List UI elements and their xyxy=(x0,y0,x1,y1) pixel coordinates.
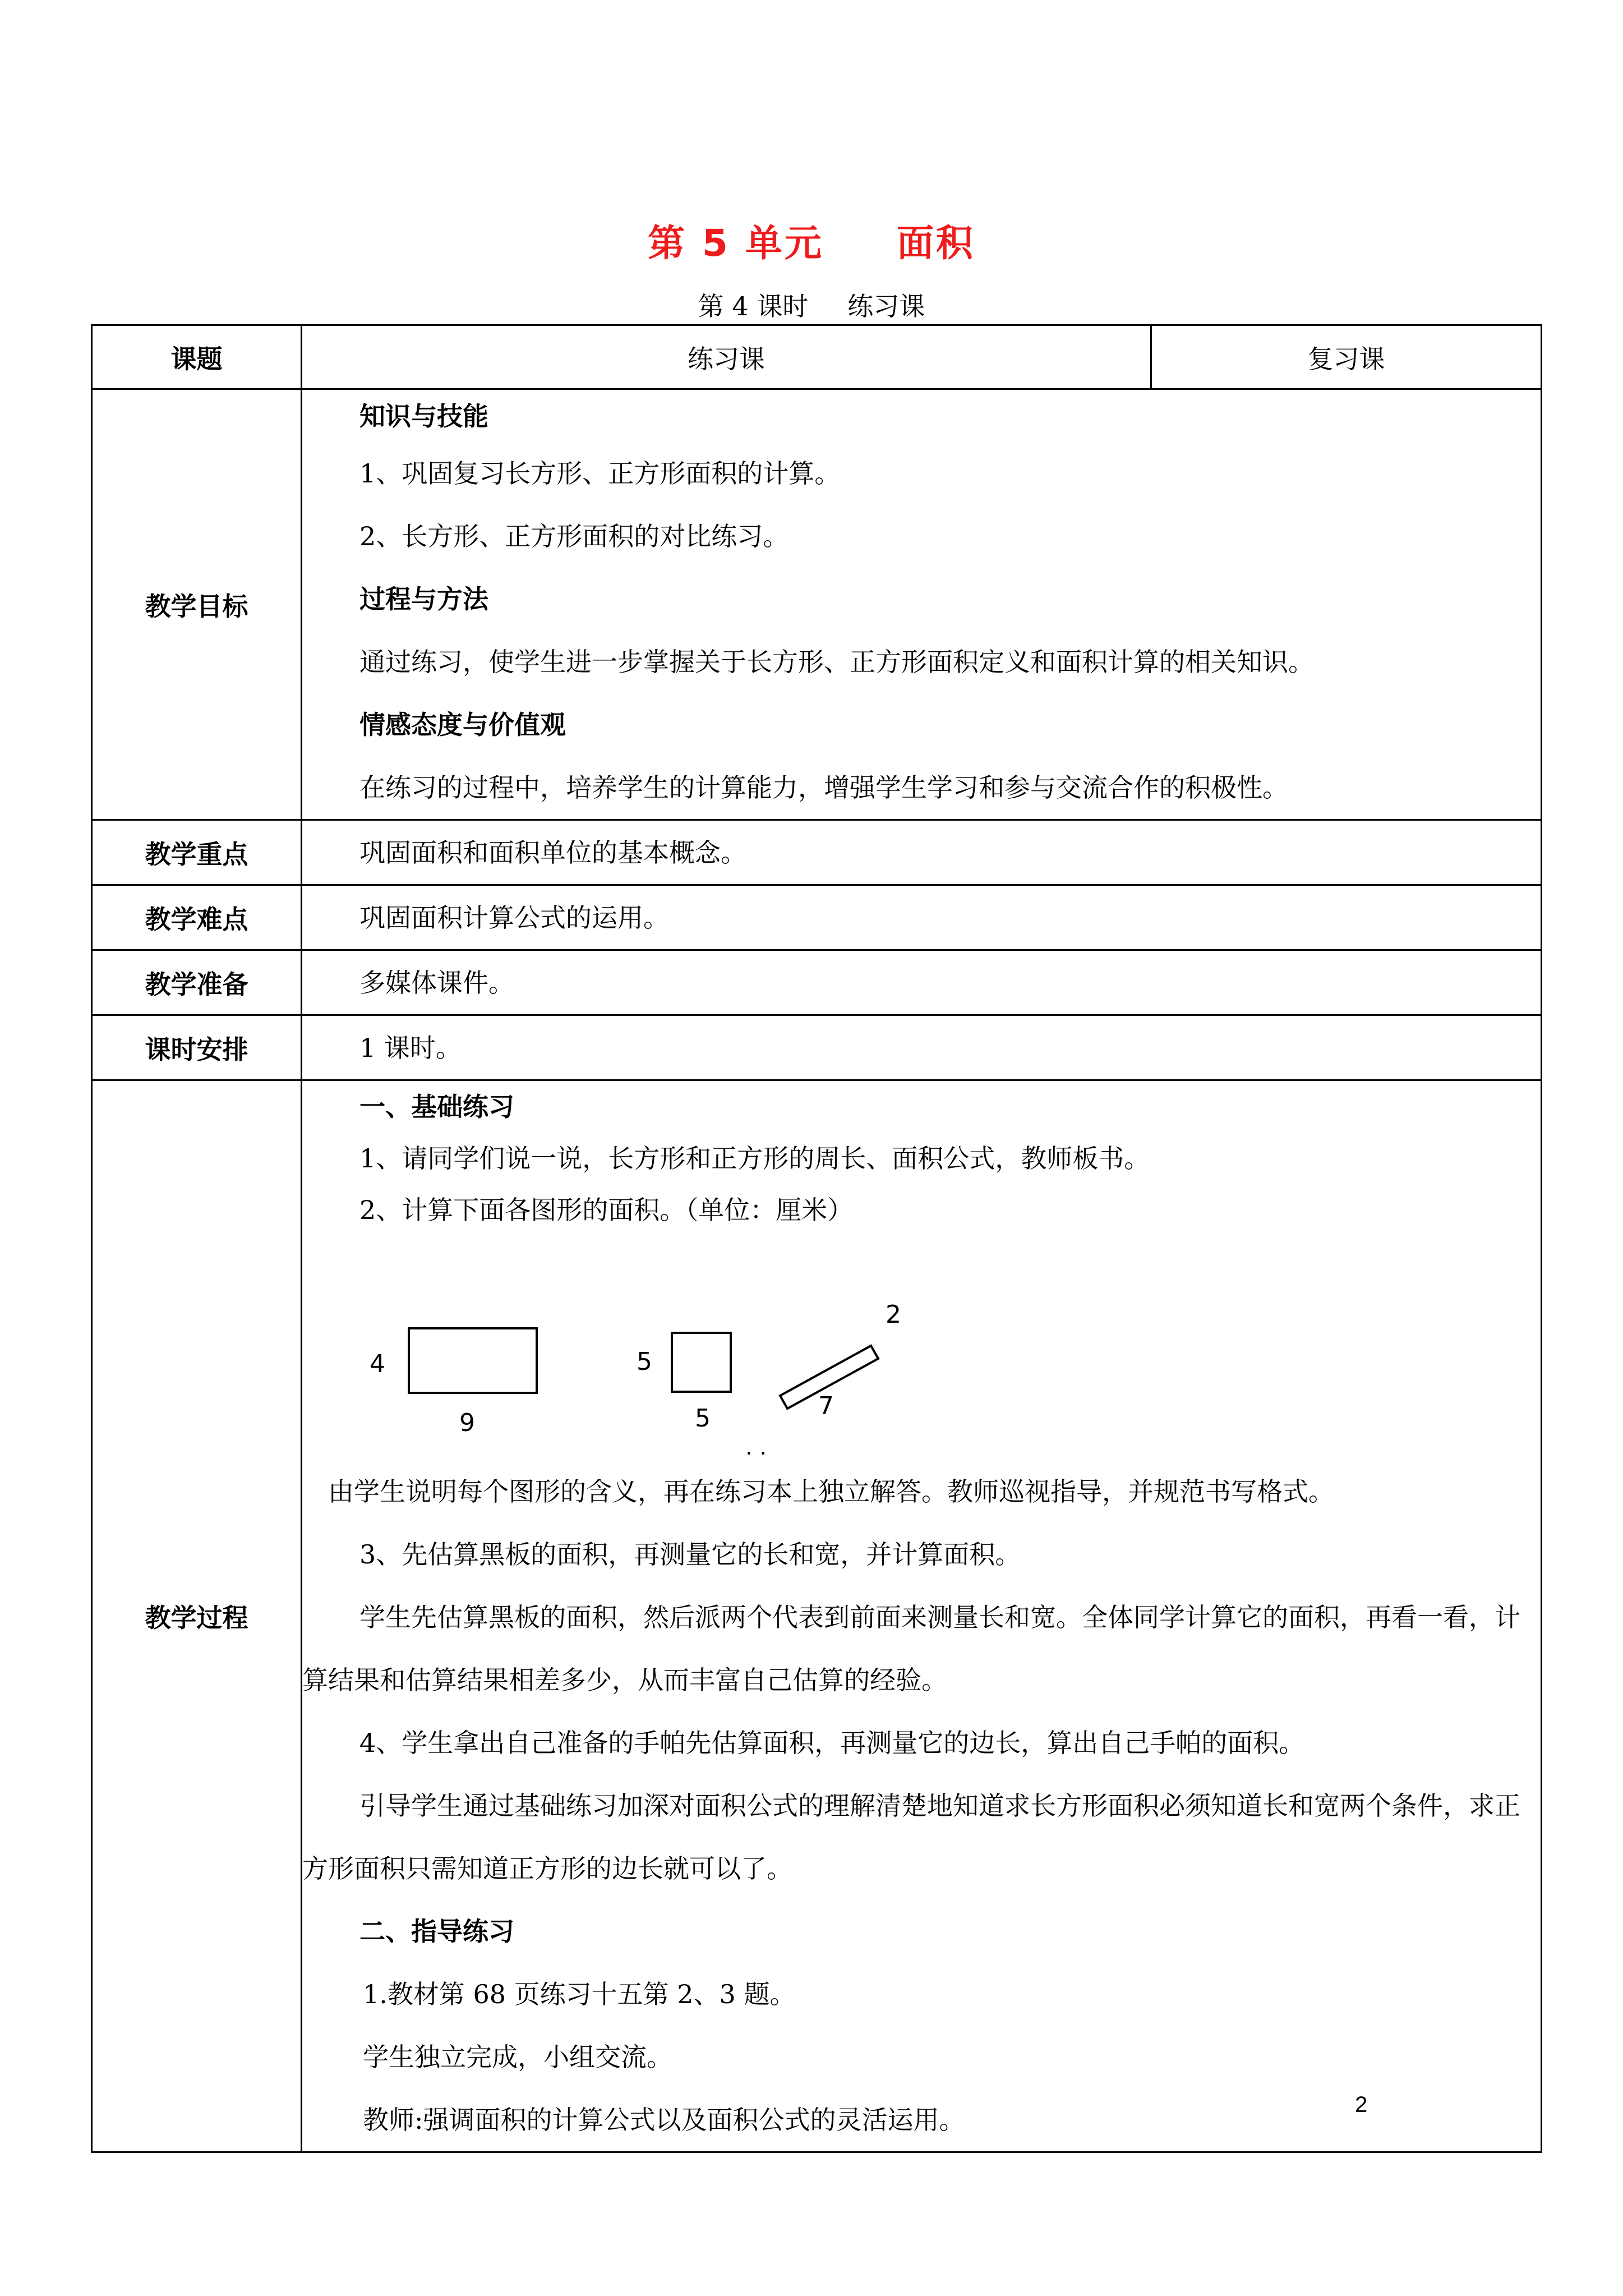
row-goals xyxy=(92,389,1542,820)
square-side-label: 5 xyxy=(637,1347,652,1376)
goals-heading-process: 过程与方法 xyxy=(359,583,488,614)
process-item-1: 1、请同学们说一说，长方形和正方形的周长、面积公式，教师板书。 xyxy=(359,1143,1150,1174)
row-process xyxy=(92,1080,1542,2152)
lesson-subtitle xyxy=(0,286,1623,323)
row-key-points xyxy=(92,820,1542,885)
unit-number: 第 5 单元 xyxy=(648,222,824,265)
rectangle-side-label: 4 xyxy=(370,1350,385,1378)
difficulty-label: 教学难点 xyxy=(92,885,302,950)
hours-value: 1 课时。 xyxy=(359,1032,462,1063)
process-item-9: 学生独立完成，小组交流。 xyxy=(363,2042,672,2072)
process-label: 教学过程 xyxy=(92,1080,302,2152)
goals-heading-knowledge: 知识与技能 xyxy=(359,401,488,431)
slanted-length-label: 7 xyxy=(818,1392,834,1420)
process-item-6: 4、学生拿出自己准备的手帕先估算面积，再测量它的边长，算出自己手帕的面积。 xyxy=(359,1728,1305,1758)
page-number: 2 xyxy=(1355,2092,1368,2117)
hours-label: 课时安排 xyxy=(92,1015,302,1080)
row-difficulty xyxy=(92,885,1542,950)
difficulty-value: 巩固面积计算公式的运用。 xyxy=(359,902,669,933)
preparation-label: 教学准备 xyxy=(92,950,302,1015)
process-item-7: 引导学生通过基础练习加深对面积公式的理解清楚地知道求长方形面积必须知道长和宽两个条件，求正方形面积只需知道正方形的边长就可以了。 xyxy=(302,1791,1520,1884)
rectangle-bottom-label: 9 xyxy=(459,1409,475,1437)
row-preparation xyxy=(92,950,1542,1015)
key-points-value: 巩固面积和面积单位的基本概念。 xyxy=(359,837,746,868)
row-hours xyxy=(92,1015,1542,1080)
process-item-4: 3、先估算黑板的面积，再测量它的长和宽，并计算面积。 xyxy=(359,1539,1021,1570)
goals-heading-attitude: 情感态度与价值观 xyxy=(359,709,566,740)
area-figures-drawing xyxy=(302,1236,1144,1460)
lesson-number: 第 4 课时 xyxy=(698,291,809,321)
goals-content xyxy=(302,389,1542,820)
key-points-label: 教学重点 xyxy=(92,820,302,885)
area-figures xyxy=(302,1236,1541,1460)
square-bottom-label: 5 xyxy=(695,1404,711,1433)
goals-item-3: 通过练习，使学生进一步掌握关于长方形、正方形面积定义和面积计算的相关知识。 xyxy=(359,646,1314,677)
process-item-3: 由学生说明每个图形的含义，再在练习本上独立解答。教师巡视指导，并规范书写格式。 xyxy=(328,1476,1334,1507)
process-item-8: 1.教材第 68 页练习十五第 2、3 题。 xyxy=(363,1979,796,2009)
goals-item-4: 在练习的过程中，培养学生的计算能力，增强学生学习和参与交流合作的积极性。 xyxy=(359,772,1288,803)
square-shape xyxy=(672,1333,731,1392)
goals-label: 教学目标 xyxy=(92,389,302,820)
lesson-plan-table xyxy=(91,324,1542,2153)
topic-label: 课题 xyxy=(92,325,302,389)
process-item-5: 学生先估算黑板的面积，然后派两个代表到前面来测量长和宽。全体同学计算它的面积，再看一看，计算结果和估算结果相差多少，从而丰富自己估算的经验。 xyxy=(302,1602,1520,1695)
unit-topic: 面积 xyxy=(896,222,975,265)
slanted-width-label: 2 xyxy=(886,1300,901,1329)
process-item-2: 2、计算下面各图形的面积。（单位：厘米） xyxy=(359,1195,854,1225)
unit-title xyxy=(0,213,1623,266)
process-section-2-title: 二、指导练习 xyxy=(359,1916,514,1947)
stray-dots: . . xyxy=(745,1434,767,1460)
topic-type: 复习课 xyxy=(1151,325,1542,389)
rectangle-shape xyxy=(409,1328,537,1393)
lesson-type: 练习课 xyxy=(847,291,925,321)
preparation-value: 多媒体课件。 xyxy=(359,967,514,998)
topic-value: 练习课 xyxy=(302,325,1151,389)
row-topic xyxy=(92,325,1542,389)
process-section-1-title: 一、基础练习 xyxy=(359,1092,514,1122)
process-content xyxy=(302,1080,1542,2152)
process-item-10: 教师:强调面积的计算公式以及面积公式的灵活运用。 xyxy=(363,2105,965,2135)
goals-item-2: 2、长方形、正方形面积的对比练习。 xyxy=(359,521,789,551)
goals-item-1: 1、巩固复习长方形、正方形面积的计算。 xyxy=(359,458,841,489)
